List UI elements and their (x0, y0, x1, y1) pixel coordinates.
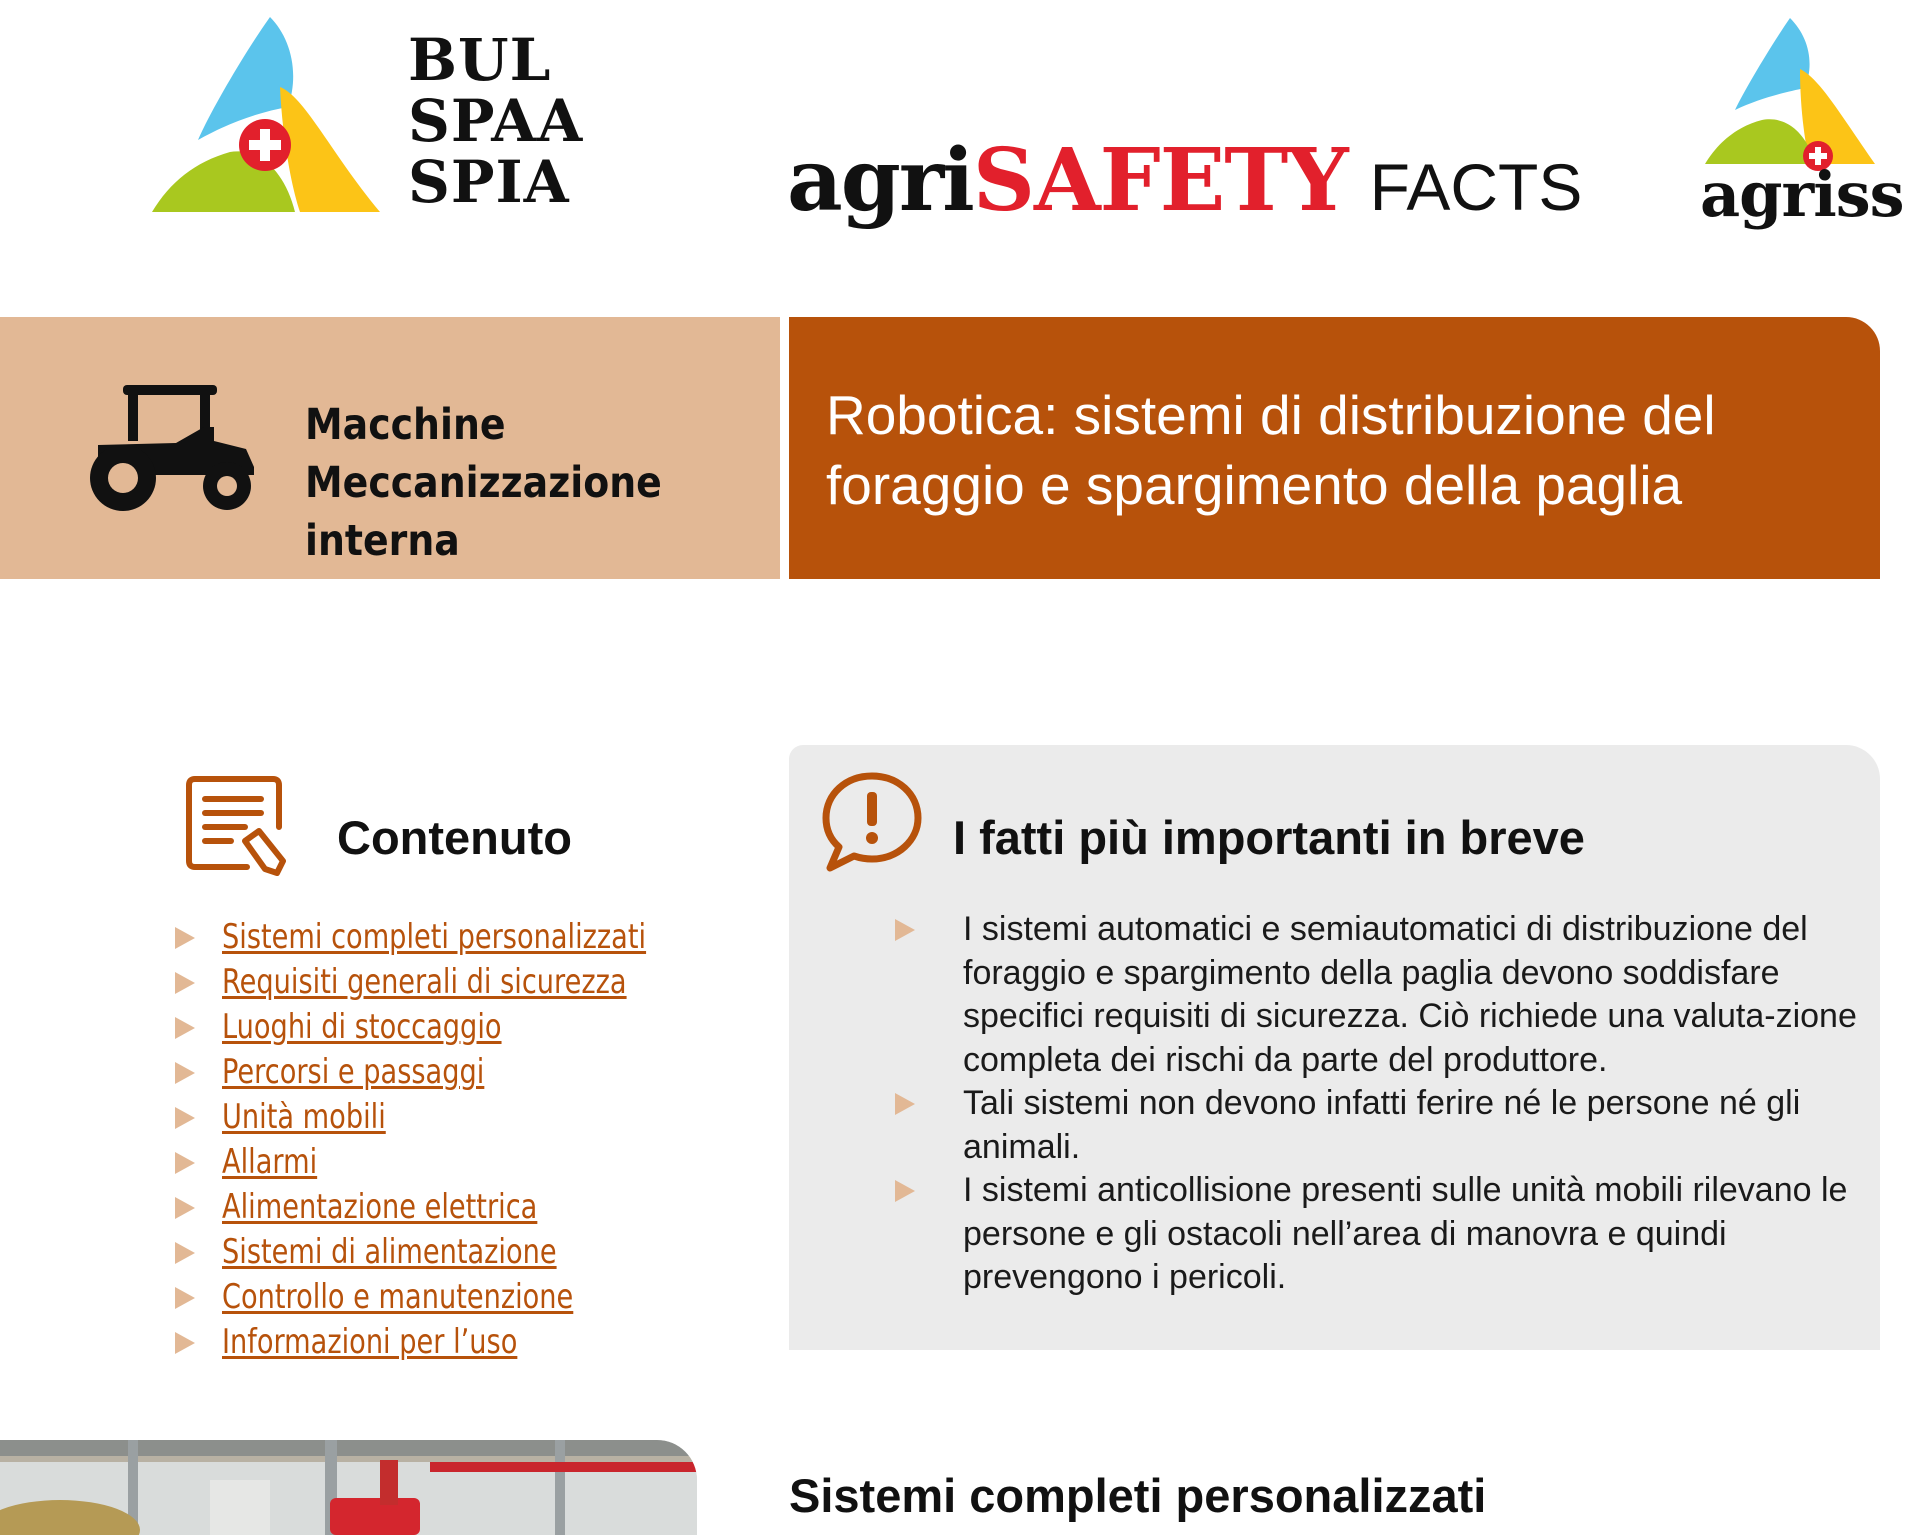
key-facts-list (895, 908, 1865, 1300)
bul-logo (150, 12, 390, 222)
list-item (175, 1050, 752, 1095)
toc-link[interactable]: Requisiti generali di sicurezza (222, 962, 627, 1002)
section-heading: Sistemi completi personalizzati (789, 1469, 1487, 1522)
brand-safety: SAFETY (972, 130, 1348, 231)
triangle-bullet-icon (175, 1152, 195, 1174)
list-item (175, 1320, 752, 1365)
barn-photo (0, 1440, 697, 1535)
list-item (895, 1082, 1865, 1169)
fact-text: I sistemi anticollisione presenti sulle unità mobili rilevano le persone e gli ostacoli nell’area di manovra e quindi prevengono i pericoli. (963, 1171, 1848, 1296)
list-item (175, 1140, 752, 1185)
category-line: Macchine (305, 400, 506, 450)
list-item (175, 1230, 752, 1275)
key-facts-heading: I fatti più importanti in breve (953, 811, 1585, 864)
tractor-icon (88, 383, 258, 513)
list-item (175, 1005, 752, 1050)
toc-link[interactable]: Sistemi di alimentazione (222, 1232, 557, 1272)
triangle-bullet-icon (175, 1287, 195, 1309)
toc-link[interactable]: Informazioni per l’uso (222, 1322, 518, 1362)
contents-heading: Contenuto (337, 811, 572, 864)
topic-title: Robotica: sistemi di distribuzione del foraggio e spargimento della paglia (826, 384, 1716, 516)
document-edit-icon (185, 775, 289, 877)
toc-link[interactable]: Percorsi e passaggi (222, 1052, 485, 1092)
triangle-bullet-icon (175, 1017, 195, 1039)
list-item (175, 960, 752, 1005)
category-title (305, 396, 662, 570)
toc-link[interactable]: Allarmi (222, 1142, 318, 1182)
bul-line: SPAA (408, 87, 584, 155)
toc-link[interactable]: Sistemi completi personalizzati (222, 917, 647, 957)
barn-photo-drawing (0, 1440, 697, 1535)
category-line: interna (305, 516, 460, 566)
triangle-bullet-icon (175, 1197, 195, 1219)
toc-link[interactable]: Controllo e manutenzione (222, 1277, 574, 1317)
triangle-bullet-icon (175, 1107, 195, 1129)
list-item (175, 915, 752, 960)
list-item (175, 1185, 752, 1230)
bul-logo-text (408, 26, 584, 216)
brand-facts: FACTS (1369, 150, 1583, 224)
bul-line: BUL (408, 26, 552, 94)
contents-list (175, 915, 752, 1365)
triangle-bullet-icon (175, 1062, 195, 1084)
agrisafety-facts-logo (787, 130, 1582, 231)
list-item (895, 908, 1865, 1082)
bul-line: SPIA (408, 148, 570, 216)
triangle-bullet-icon (175, 1332, 195, 1354)
agriss-logo-text: agriss (1700, 158, 1904, 231)
fact-text: I sistemi automatici e semiautomatici di distribuzione del foraggio e spargimento della paglia devono soddisfare specifici requisiti di sicurezza. Ciò richiede una valuta-zione completa dei rischi da parte del produttore. (963, 910, 1857, 1079)
agriss-logo (1700, 14, 1880, 174)
list-item (895, 1169, 1865, 1300)
category-line: Meccanizzazione (305, 458, 662, 508)
toc-link[interactable]: Alimentazione elettrica (222, 1187, 538, 1227)
alert-speech-icon (820, 770, 925, 875)
triangle-bullet-icon (175, 1242, 195, 1264)
list-item (175, 1095, 752, 1140)
brand-agri: agri (787, 130, 973, 231)
triangle-bullet-icon (175, 927, 195, 949)
triangle-bullet-icon (895, 919, 915, 941)
list-item (175, 1275, 752, 1320)
triangle-bullet-icon (895, 1093, 915, 1115)
triangle-bullet-icon (175, 972, 195, 994)
triangle-bullet-icon (895, 1180, 915, 1202)
toc-link[interactable]: Luoghi di stoccaggio (222, 1007, 502, 1047)
toc-link[interactable]: Unità mobili (222, 1097, 386, 1137)
fact-text: Tali sistemi non devono infatti ferire né le persone né gli animali. (963, 1084, 1801, 1166)
